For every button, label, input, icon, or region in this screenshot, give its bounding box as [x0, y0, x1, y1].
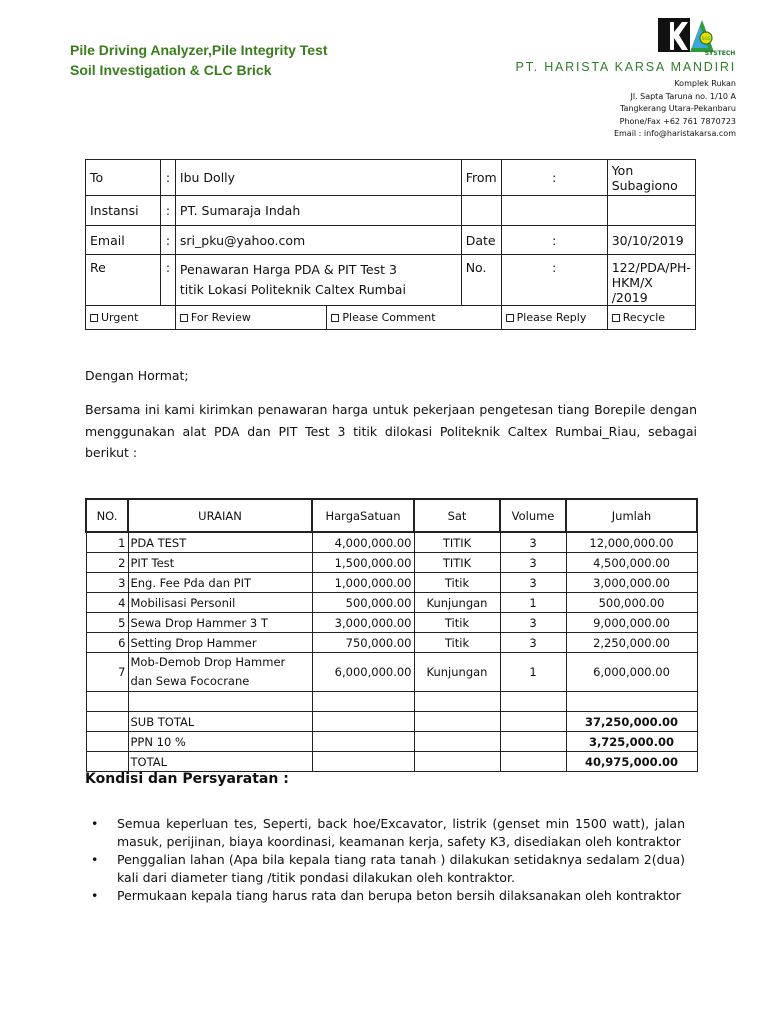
- flag-please-reply[interactable]: Please Reply: [501, 306, 607, 330]
- intro-paragraph: Bersama ini kami kirimkan penawaran harga untuk pekerjaan pengetesan tiang Borepile dengan menggunakan alat PDA dan PIT Test 3 titik dilokasi Politeknik Caltex Rumbai_Riau, sebagai berikut :: [85, 402, 697, 460]
- date-label: Date: [461, 226, 501, 255]
- re-label: Re: [86, 255, 161, 306]
- flag-recycle[interactable]: Recycle: [607, 306, 695, 330]
- email-value: sri_pku@yahoo.com: [175, 226, 461, 255]
- logo-badge: SGS: [701, 36, 711, 41]
- company-address: [614, 78, 736, 141]
- colon: :: [161, 226, 176, 255]
- table-row: 5 Sewa Drop Hammer 3 T 3,000,000.00 Titik 3 9,000,000.00: [86, 613, 697, 633]
- colon: :: [161, 160, 176, 196]
- ppn-value: 3,725,000.00: [566, 732, 697, 752]
- checkbox-icon: [90, 314, 98, 322]
- no-value: 122/PDA/PH-HKM/X /2019: [607, 255, 695, 306]
- date-value: 30/10/2019: [607, 226, 695, 255]
- instansi-value: PT. Sumaraja Indah: [175, 196, 461, 226]
- col-header-no: NO.: [86, 499, 128, 532]
- logo-text: SYSTECH: [704, 50, 736, 56]
- conditions-title: Kondisi dan Persyaratan :: [85, 771, 289, 787]
- ppn-label: PPN 10 %: [128, 732, 312, 752]
- empty-row: [86, 692, 697, 712]
- address-line: Jl. Sapta Taruna no. 1/10 A: [630, 91, 736, 101]
- address-line: Phone/Fax +62 761 7870723: [619, 116, 736, 126]
- bullet-icon: •: [91, 852, 99, 867]
- price-table: [85, 498, 698, 772]
- colon: :: [501, 160, 607, 196]
- email-label: Email: [86, 226, 161, 255]
- no-label: No.: [461, 255, 501, 306]
- flag-for-review[interactable]: For Review: [175, 306, 327, 330]
- address-line: Tangkerang Utara-Pekanbaru: [619, 104, 736, 114]
- bullet-icon: •: [91, 816, 99, 831]
- table-row: 2 PIT Test 1,500,000.00 TITIK 3 4,500,000.00: [86, 553, 697, 573]
- flag-urgent[interactable]: Urgent: [86, 306, 176, 330]
- subtotal-value: 37,250,000.00: [566, 712, 697, 732]
- list-item: • Penggalian lahan (Apa bila kepala tiang rata tanah ) dilakukan setidaknya sedalam 2(dua) kali dari diameter tiang /titik pondasi dilakukan oleh kontraktor.: [91, 852, 685, 885]
- total-value: 40,975,000.00: [566, 752, 697, 772]
- col-header-volume: Volume: [500, 499, 566, 532]
- table-row: 3 Eng. Fee Pda dan PIT 1,000,000.00 Titik 3 3,000,000.00: [86, 573, 697, 593]
- col-header-sat: Sat: [414, 499, 500, 532]
- tagline-line-1: Pile Driving Analyzer,Pile Integrity Test: [70, 42, 328, 58]
- table-row: 6 Setting Drop Hammer 750,000.00 Titik 3 2,250,000.00: [86, 633, 697, 653]
- total-label: TOTAL: [128, 752, 312, 772]
- col-header-jumlah: Jumlah: [566, 499, 697, 532]
- address-line: Komplek Rukan: [674, 79, 736, 88]
- tagline-line-2: Soil Investigation & CLC Brick: [70, 62, 272, 78]
- total-row: [86, 752, 697, 772]
- col-header-harga: HargaSatuan: [312, 499, 414, 532]
- subtotal-label: SUB TOTAL: [128, 712, 312, 732]
- re-line-1: Penawaran Harga PDA & PIT Test 3: [179, 262, 397, 277]
- colon: :: [161, 255, 176, 306]
- company-tagline: [70, 40, 328, 80]
- subtotal-row: [86, 712, 697, 732]
- table-row: 4 Mobilisasi Personil 500,000.00 Kunjungan 1 500,000.00: [86, 593, 697, 613]
- checkbox-icon: [506, 314, 514, 322]
- re-value: [175, 255, 461, 306]
- conditions-list: [85, 815, 685, 905]
- from-value: Yon Subagiono: [607, 160, 695, 196]
- address-line: Email : info@haristakarsa.com: [613, 129, 736, 139]
- col-header-uraian: URAIAN: [128, 499, 312, 532]
- to-label: To: [86, 160, 161, 196]
- to-value: Ibu Dolly: [175, 160, 461, 196]
- checkbox-icon: [331, 314, 339, 322]
- table-row: 1 PDA TEST 4,000,000.00 TITIK 3 12,000,000.00: [86, 532, 697, 553]
- flag-please-comment[interactable]: Please Comment: [327, 306, 501, 330]
- list-item: • Permukaan kepala tiang harus rata dan berupa beton bersih dilaksanakan oleh kontraktor: [91, 888, 681, 903]
- colon: :: [161, 196, 176, 226]
- instansi-label: Instansi: [86, 196, 161, 226]
- memo-header-table: [85, 159, 696, 330]
- ppn-row: [86, 732, 697, 752]
- re-line-2: titik Lokasi Politeknik Caltex Rumbai: [179, 282, 406, 297]
- list-item: • Semua keperluan tes, Seperti, back hoe/Excavator, listrik (genset min 1500 watt), jalan masuk, perijinan, biaya koordinasi, keamanan kerja, safety K3, disediakan oleh kontraktor: [91, 816, 685, 849]
- colon: :: [501, 226, 607, 255]
- company-logo: [656, 16, 736, 56]
- company-name: PT. HARISTA KARSA MANDIRI: [515, 60, 736, 74]
- from-label: From: [461, 160, 501, 196]
- checkbox-icon: [612, 314, 620, 322]
- checkbox-icon: [180, 314, 188, 322]
- greeting: Dengan Hormat;: [85, 368, 189, 383]
- table-row: 7 Mob-Demob Drop Hammer dan Sewa Fococrane 6,000,000.00 Kunjungan 1 6,000,000.00: [86, 653, 697, 692]
- colon: :: [501, 255, 607, 306]
- bullet-icon: •: [91, 888, 99, 903]
